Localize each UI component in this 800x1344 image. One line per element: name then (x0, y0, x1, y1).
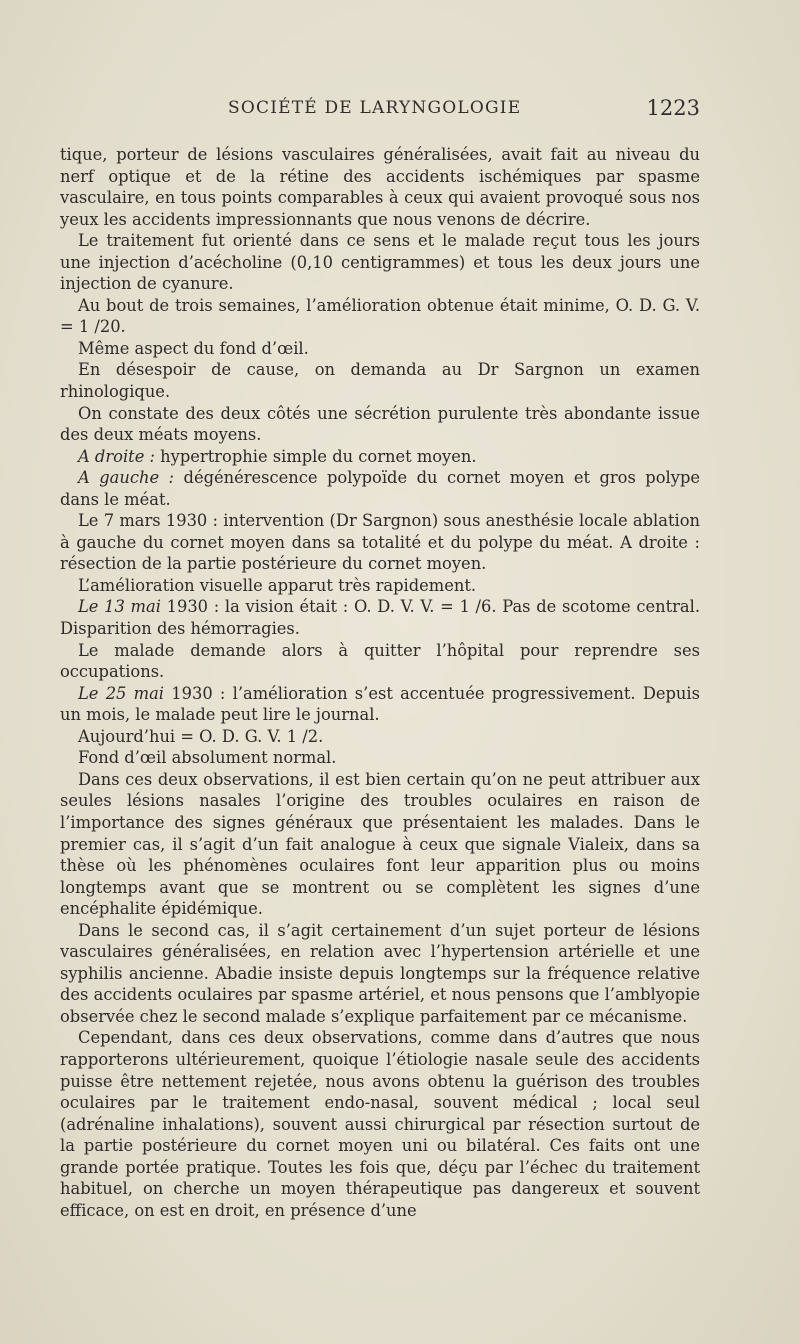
body-text (60, 144, 700, 1221)
paragraph: Cependant, dans ces deux observations, comme dans d’autres que nous rapporterons ultérieurement, quoique l’étiologie nasale seule des accidents puisse être nettement rejetée, nous avons obtenu la guérison des troubles oculaires par le traitement endo-nasal, souvent médical ; local seul (adrénaline inhalations), souvent aussi chirurgical par résection surtout de la partie postérieure du cornet moyen uni ou bilatéral. Ces faits ont une grande portée pratique. Toutes les fois que, déçu par l’échec du traitement habituel, on cherche un moyen thérapeutique pas dangereux et souvent efficace, on est en droit, en présence d’une (60, 1028, 700, 1220)
paragraph: Le traitement fut orienté dans ce sens et le malade reçut tous les jours une injection d’acécholine (0,10 centigrammes) et tous les deux jours une injection de cyanure. (60, 231, 700, 294)
paragraph: Dans ces deux observations, il est bien certain qu’on ne peut attribuer aux seules lésions nasales l’origine des troubles oculaires en raison de l’importance des signes généraux que présentaient les malades. Dans le premier cas, il s’agit d’un fait analogue à ceux que signale Vialeix, dans sa thèse où les phénomènes oculaires font leur apparition plus ou moins longtemps avant que se montrent ou se complètent les signes d’une encéphalite épidémique. (60, 769, 700, 919)
paragraph: Au bout de trois semaines, l’amélioration obtenue était minime, O. D. G. V. = 1 /20. (60, 295, 700, 337)
paragraph: tique, porteur de lésions vasculaires généralisées, avait fait au niveau du nerf optique et de la rétine des accidents ischémiques par spasme vasculaire, en tous points comparables à ceux qui avaient provoqué sous nos yeux les accidents impressionnants que nous venons de décrire. (60, 145, 700, 229)
paragraph: A gauche : dégénérescence polypoïde du cornet moyen et gros polype dans le méat. (60, 468, 700, 509)
paragraph: Le 13 mai 1930 : la vision était : O. D. V. V. = 1 /6. Pas de scotome central. Disparition des hémorragies. (60, 597, 700, 639)
paragraph: Aujourd’hui = O. D. G. V. 1 /2. (78, 726, 324, 746)
running-head: SOCIÉTÉ DE LARYNGOLOGIE (228, 98, 522, 118)
page-header (60, 96, 700, 132)
paragraph: En désespoir de cause, on demanda au Dr Sargnon un examen rhinologique. (60, 360, 700, 402)
paragraph-lead: Le 13 mai (78, 597, 161, 617)
paragraph-lead: A gauche : (78, 468, 175, 488)
paragraph: Dans le second cas, il s’agit certainement d’un sujet porteur de lésions vasculaires généralisées, en relation avec l’hypertension artérielle et une syphilis ancienne. Abadie insiste depuis longtemps sur la fréquence relative des accidents oculaires par spasme artériel, et nous pensons que l’amblyopie observée chez le second malade s’explique parfaitement par ce mécanisme. (60, 920, 700, 1026)
paragraph: Le malade demande alors à quitter l’hôpital pour reprendre ses occupations. (60, 640, 700, 682)
page-number: 1223 (646, 96, 700, 120)
paragraph: A droite : hypertrophie simple du cornet moyen. (78, 446, 477, 466)
paragraph-lead: A droite : (78, 446, 155, 466)
paragraph-lead: Le 25 mai (78, 683, 164, 703)
paragraph: Fond d’œil absolument normal. (78, 748, 337, 768)
paragraph: Même aspect du fond d’œil. (78, 338, 309, 358)
paragraph: L’amélioration visuelle apparut très rapidement. (78, 575, 477, 595)
paragraph: Le 25 mai 1930 : l’amélioration s’est accentuée progressivement. Depuis un mois, le malade peut lire le journal. (60, 683, 700, 725)
paragraph: On constate des deux côtés une sécrétion purulente très abondante issue des deux méats moyens. (60, 403, 700, 445)
paragraph: Le 7 mars 1930 : intervention (Dr Sargnon) sous anesthésie locale ablation à gauche du cornet moyen dans sa totalité et du polype du méat. A droite : résection de la partie postérieure du cornet moyen. (60, 511, 700, 574)
